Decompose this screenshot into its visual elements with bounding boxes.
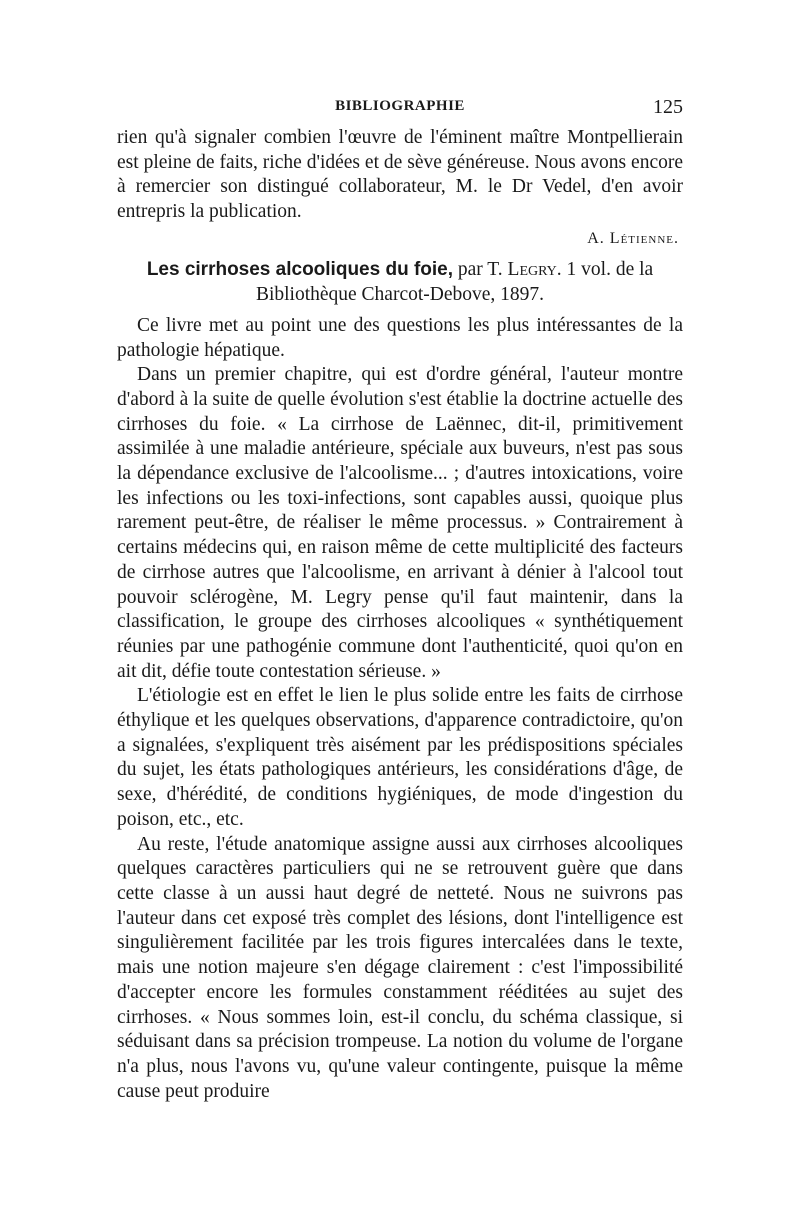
review-paragraph: L'étiologie est en effet le lien le plus solide entre les faits de cirrhose éthylique et les quelques observations, d'apparence contradictoire, qu'on a signalées, s'expliquent très aisément par les prédispositions spéciales du sujet, les états pathologiques antérieurs, les considérations d'âge, de sexe, d'hérédité, de conditions hygiéniques, de mode d'ingestion du poison, etc., etc.	[117, 685, 683, 830]
page-body	[117, 126, 683, 1104]
author-prefix: par T.	[457, 258, 503, 280]
previous-review-closing: rien qu'à signaler combien l'œuvre de l'éminent maître Montpellierain est pleine de faits, riche d'idées et de sève généreuse. Nous avons encore à remercier son distingué collaborateur, M. le Dr Vedel, d'en avoir entrepris la publication.	[117, 127, 683, 223]
author-name: Legry.	[507, 258, 562, 280]
review-paragraph: Au reste, l'étude anatomique assigne aussi aux cirrhoses alcooliques quelques caractères particuliers qui ne se retrouvent guère que dans cette classe à un aussi haut degré de netteté. Nous ne suivrons pas l'auteur dans cet exposé très complet des lésions, dont l'intelligence est singulièrement facilitée par les trois figures intercalées dans le texte, mais une notion majeure s'en dégage clairement : c'est l'impossibilité d'accepter encore les formules constamment rééditées au sujet des cirrhoses. « Nous sommes loin, est-il conclu, du schéma classique, si séduisant dans sa précision trompeuse. La notion du volume de l'organe n'a plus, nous l'avons vu, qu'une valeur contingente, puisque la même cause peut produire	[117, 833, 683, 1102]
page-header	[117, 98, 683, 124]
page-number: 125	[653, 96, 683, 118]
review-signature	[117, 227, 683, 251]
book-title: Les cirrhoses alcooliques du foie,	[146, 258, 454, 280]
book-details-line2: Bibliothèque Charcot-Debove, 1897.	[255, 283, 545, 305]
signature-text: A. Létienne.	[587, 229, 679, 247]
review-paragraph: Dans un premier chapitre, qui est d'ordre général, l'auteur montre d'abord à la suite de quelle évolution s'est établie la doctrine actuelle des cirrhoses du foie. « La cirrhose de Laënnec, dit-il, primitivement assimilée à une maladie antérieure, spéciale aux buveurs, n'est pas sous la dépendance exclusive de l'alcoolisme... ; d'autres intoxications, voire les infections ou les toxi-infections, sont capables aussi, quoique plus rarement peut-être, de réaliser le même processus. » Contrairement à certains médecins qui, en raison même de cette multiplicité des facteurs de cirrhose autres que l'alcoolisme, en arrivant à dénier à l'alcool tout pouvoir sclérogène, M. Legry pense qu'il faut maintenir, dans la classification, le groupe des cirrhoses alcooliques « synthétiquement réunies par une pathogénie commune dont l'authenticité, quoi qu'on en ait dit, défie toute contestation sérieuse. »	[117, 364, 683, 682]
review-heading	[117, 257, 683, 307]
running-head: BIBLIOGRAPHIE	[335, 98, 465, 114]
book-details-line1: 1 vol. de la	[566, 258, 654, 280]
review-paragraph: Ce livre met au point une des questions les plus intéressantes de la pathologie hépatique.	[117, 314, 683, 361]
